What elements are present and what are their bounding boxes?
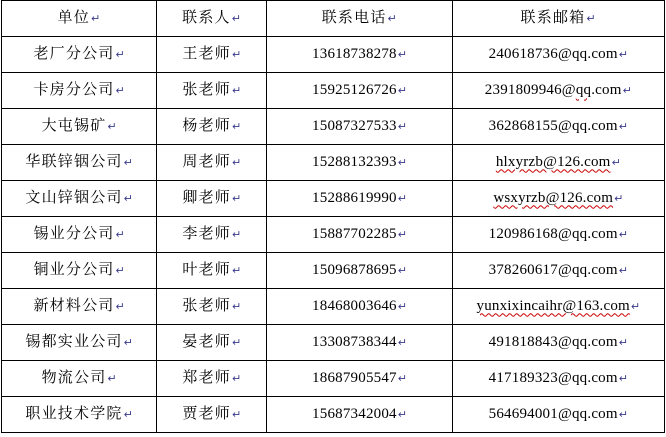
cell-email <box>452 361 664 397</box>
paragraph-mark-icon: ↵ <box>397 264 407 278</box>
person-text: 张老师 <box>182 82 231 99</box>
paragraph-mark-icon: ↵ <box>618 228 628 242</box>
paragraph-mark-icon: ↵ <box>618 408 628 422</box>
person-text: 杨老师 <box>182 118 231 135</box>
email-text: 120986168@qq.com <box>488 226 618 243</box>
paragraph-mark-icon: ↵ <box>397 372 407 386</box>
table-row <box>2 361 665 397</box>
email-text <box>485 82 622 99</box>
phone-text: 18687905547 <box>312 370 397 387</box>
phone-text: 15687342004 <box>312 406 397 423</box>
paragraph-mark-icon: ↵ <box>618 372 628 386</box>
paragraph-mark-icon: ↵ <box>622 84 632 98</box>
cell-person <box>157 73 267 109</box>
cell-email <box>452 181 664 217</box>
paragraph-mark-icon: ↵ <box>231 12 242 26</box>
cell-person <box>157 325 267 361</box>
contact-table <box>1 0 665 433</box>
unit-text: 老厂分公司 <box>33 46 115 63</box>
table-row <box>2 109 665 145</box>
email-domain-misspelled: qq <box>575 82 592 99</box>
email-tld: .com <box>591 82 622 99</box>
paragraph-mark-icon: ↵ <box>115 48 125 62</box>
cell-phone <box>267 73 452 109</box>
unit-text: 锡都实业公司 <box>25 334 123 351</box>
paragraph-mark-icon: ↵ <box>231 408 242 422</box>
column-header-email <box>452 1 664 37</box>
cell-email <box>452 109 664 145</box>
cell-phone <box>267 253 452 289</box>
phone-text: 15288619990 <box>312 190 397 207</box>
paragraph-mark-icon: ↵ <box>611 156 621 170</box>
unit-text: 大屯锡矿 <box>41 118 107 135</box>
cell-email <box>452 253 664 289</box>
unit-text: 铜业分公司 <box>33 262 115 279</box>
cell-email <box>452 37 664 73</box>
phone-text: 18468003646 <box>312 298 397 315</box>
paragraph-mark-icon: ↵ <box>618 48 628 62</box>
person-text: 晏老师 <box>182 334 231 351</box>
paragraph-mark-icon: ↵ <box>115 264 125 278</box>
cell-unit <box>2 37 157 73</box>
phone-text: 15087327533 <box>312 118 397 135</box>
unit-text: 锡业分公司 <box>33 226 115 243</box>
phone-text: 13618738278 <box>312 46 397 63</box>
paragraph-mark-icon: ↵ <box>397 300 407 314</box>
paragraph-mark-icon: ↵ <box>397 192 407 206</box>
paragraph-mark-icon: ↵ <box>231 372 242 386</box>
cell-unit <box>2 73 157 109</box>
paragraph-mark-icon: ↵ <box>387 12 398 26</box>
cell-phone <box>267 181 452 217</box>
paragraph-mark-icon: ↵ <box>231 120 242 134</box>
person-text: 贾老师 <box>182 406 231 423</box>
cell-person <box>157 397 267 433</box>
email-text: 417189323@qq.com <box>488 370 618 387</box>
table-row <box>2 37 665 73</box>
cell-unit <box>2 109 157 145</box>
paragraph-mark-icon: ↵ <box>397 408 407 422</box>
cell-phone <box>267 361 452 397</box>
cell-unit <box>2 217 157 253</box>
table-row <box>2 325 665 361</box>
paragraph-mark-icon: ↵ <box>115 228 125 242</box>
cell-unit <box>2 361 157 397</box>
column-header-person-label: 联系人 <box>182 10 231 27</box>
person-text: 郑老师 <box>182 370 231 387</box>
person-text: 叶老师 <box>182 262 231 279</box>
cell-person <box>157 145 267 181</box>
unit-text: 文山锌铟公司 <box>25 190 123 207</box>
cell-person <box>157 289 267 325</box>
table-row <box>2 181 665 217</box>
paragraph-mark-icon: ↵ <box>107 372 117 386</box>
cell-phone <box>267 37 452 73</box>
unit-text: 职业技术学院 <box>25 406 123 423</box>
table-row <box>2 217 665 253</box>
column-header-phone-label: 联系电话 <box>321 10 387 27</box>
paragraph-mark-icon: ↵ <box>123 408 133 422</box>
paragraph-mark-icon: ↵ <box>231 264 242 278</box>
paragraph-mark-icon: ↵ <box>618 264 628 278</box>
phone-text: 15096878695 <box>312 262 397 279</box>
paragraph-mark-icon: ↵ <box>397 120 407 134</box>
paragraph-mark-icon: ↵ <box>123 192 133 206</box>
cell-person <box>157 109 267 145</box>
table-row <box>2 289 665 325</box>
unit-text: 华联锌铟公司 <box>25 154 123 171</box>
cell-phone <box>267 109 452 145</box>
paragraph-mark-icon: ↵ <box>397 156 407 170</box>
column-header-phone <box>267 1 452 37</box>
person-text: 王老师 <box>182 46 231 63</box>
table-row <box>2 253 665 289</box>
cell-unit <box>2 397 157 433</box>
paragraph-mark-icon: ↵ <box>123 156 133 170</box>
email-local-part: 2391809946@ <box>484 82 576 99</box>
cell-email <box>452 325 664 361</box>
paragraph-mark-icon: ↵ <box>586 12 597 26</box>
column-header-person <box>157 1 267 37</box>
paragraph-mark-icon: ↵ <box>231 48 242 62</box>
email-text: 564694001@qq.com <box>488 406 618 423</box>
cell-person <box>157 217 267 253</box>
cell-unit <box>2 181 157 217</box>
paragraph-mark-icon: ↵ <box>397 48 407 62</box>
paragraph-mark-icon: ↵ <box>618 336 628 350</box>
cell-unit <box>2 145 157 181</box>
email-text: hlxyrzb@126.com <box>495 154 611 171</box>
column-header-unit <box>2 1 157 37</box>
column-header-unit-label: 单位 <box>57 10 90 27</box>
cell-unit <box>2 253 157 289</box>
cell-person <box>157 253 267 289</box>
cell-email <box>452 289 664 325</box>
person-text: 李老师 <box>182 226 231 243</box>
cell-unit <box>2 325 157 361</box>
paragraph-mark-icon: ↵ <box>115 84 125 98</box>
unit-text: 卡房分公司 <box>33 82 115 99</box>
cell-email <box>452 145 664 181</box>
email-text: yunxixincaihr@163.com <box>476 298 630 315</box>
table-row <box>2 145 665 181</box>
paragraph-mark-icon: ↵ <box>231 156 242 170</box>
table-body <box>2 37 665 433</box>
paragraph-mark-icon: ↵ <box>123 336 133 350</box>
paragraph-mark-icon: ↵ <box>618 120 628 134</box>
column-header-email-label: 联系邮箱 <box>520 10 586 27</box>
email-text: 378260617@qq.com <box>488 262 618 279</box>
paragraph-mark-icon: ↵ <box>115 300 125 314</box>
cell-person <box>157 181 267 217</box>
cell-phone <box>267 397 452 433</box>
paragraph-mark-icon: ↵ <box>614 192 624 206</box>
paragraph-mark-icon: ↵ <box>397 84 407 98</box>
paragraph-mark-icon: ↵ <box>231 300 242 314</box>
phone-text: 15925126726 <box>312 82 397 99</box>
cell-phone <box>267 325 452 361</box>
cell-person <box>157 37 267 73</box>
cell-email <box>452 217 664 253</box>
phone-text: 15887702285 <box>312 226 397 243</box>
paragraph-mark-icon: ↵ <box>231 336 242 350</box>
email-text: 240618736@qq.com <box>488 46 618 63</box>
paragraph-mark-icon: ↵ <box>107 120 117 134</box>
cell-email <box>452 397 664 433</box>
cell-phone <box>267 289 452 325</box>
unit-text: 新材料公司 <box>33 298 115 315</box>
phone-text: 15288132393 <box>312 154 397 171</box>
email-text: 491818843@qq.com <box>488 334 618 351</box>
cell-email <box>452 73 664 109</box>
table-header-row <box>2 1 665 37</box>
paragraph-mark-icon: ↵ <box>90 12 101 26</box>
unit-text: 物流公司 <box>41 370 107 387</box>
cell-phone <box>267 217 452 253</box>
table-row <box>2 397 665 433</box>
paragraph-mark-icon: ↵ <box>397 336 407 350</box>
person-text: 周老师 <box>182 154 231 171</box>
table-row <box>2 73 665 109</box>
cell-person <box>157 361 267 397</box>
paragraph-mark-icon: ↵ <box>630 300 641 314</box>
cell-phone <box>267 145 452 181</box>
phone-text: 13308738344 <box>312 334 397 351</box>
paragraph-mark-icon: ↵ <box>231 84 242 98</box>
paragraph-mark-icon: ↵ <box>397 228 407 242</box>
table-header <box>2 1 665 37</box>
person-text: 张老师 <box>182 298 231 315</box>
paragraph-mark-icon: ↵ <box>231 192 242 206</box>
email-text: 362868155@qq.com <box>488 118 618 135</box>
email-text: wsxyrzb@126.com <box>493 190 614 207</box>
paragraph-mark-icon: ↵ <box>231 228 242 242</box>
person-text: 卿老师 <box>182 190 231 207</box>
cell-unit <box>2 289 157 325</box>
